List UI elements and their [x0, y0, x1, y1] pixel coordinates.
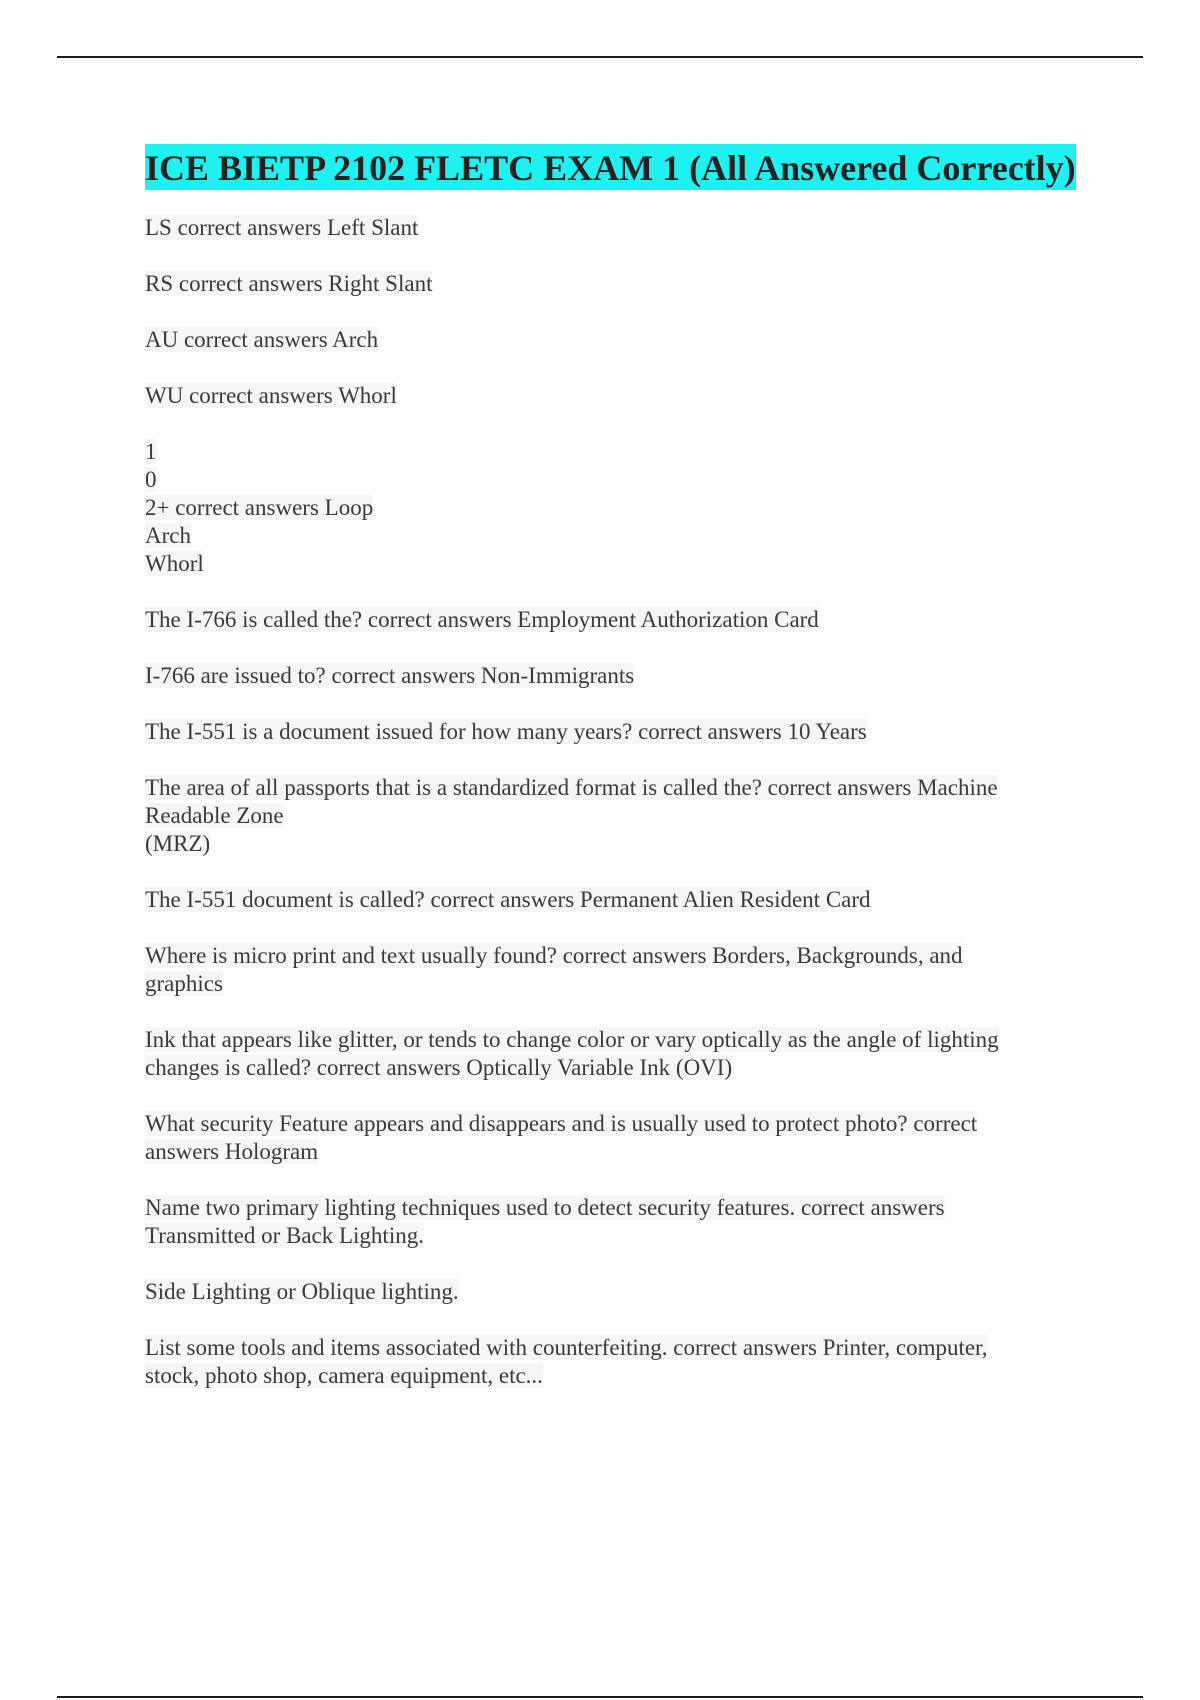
top-rule — [57, 56, 1143, 58]
qa-text: Name two primary lighting techniques used to detect security features. correct answers — [145, 1195, 945, 1220]
qa-text: LS correct answers Left Slant — [145, 215, 419, 240]
qa-text: Where is micro print and text usually found? correct answers Borders, Backgrounds, and — [145, 943, 963, 968]
qa-entry — [145, 214, 1075, 242]
qa-entry — [145, 886, 1075, 914]
qa-line — [145, 802, 1075, 830]
qa-line — [145, 214, 1075, 242]
qa-line — [145, 550, 1075, 578]
qa-line — [145, 1194, 1075, 1222]
qa-entry — [145, 438, 1075, 578]
qa-line — [145, 382, 1075, 410]
qa-text: 0 — [145, 467, 157, 492]
qa-entry — [145, 1334, 1075, 1390]
qa-text: I-766 are issued to? correct answers Non-Immigrants — [145, 663, 635, 688]
qa-entry — [145, 606, 1075, 634]
qa-line — [145, 886, 1075, 914]
qa-text: 2+ correct answers Loop — [145, 495, 374, 520]
qa-entry — [145, 1278, 1075, 1306]
qa-text: The I-551 document is called? correct answers Permanent Alien Resident Card — [145, 887, 871, 912]
document-title: ICE BIETP 2102 FLETC EXAM 1 (All Answered Correctly) — [145, 144, 1076, 190]
qa-entry — [145, 662, 1075, 690]
document-body — [145, 144, 1075, 1418]
qa-line — [145, 1054, 1075, 1082]
qa-text: Readable Zone — [145, 803, 284, 828]
qa-line — [145, 522, 1075, 550]
qa-line — [145, 1334, 1075, 1362]
qa-text: The I-551 is a document issued for how many years? correct answers 10 Years — [145, 719, 867, 744]
qa-text: WU correct answers Whorl — [145, 383, 397, 408]
qa-text: graphics — [145, 971, 223, 996]
qa-list — [145, 214, 1075, 1390]
qa-entry — [145, 1026, 1075, 1082]
qa-entry — [145, 1194, 1075, 1250]
qa-line — [145, 606, 1075, 634]
qa-entry — [145, 1110, 1075, 1166]
bottom-rule — [57, 1696, 1143, 1698]
qa-line — [145, 830, 1075, 858]
qa-entry — [145, 942, 1075, 998]
qa-line — [145, 1362, 1075, 1390]
qa-text: stock, photo shop, camera equipment, etc... — [145, 1363, 543, 1388]
qa-text: changes is called? correct answers Optically Variable Ink (OVI) — [145, 1055, 733, 1080]
qa-line — [145, 718, 1075, 746]
qa-entry — [145, 382, 1075, 410]
qa-text: 1 — [145, 439, 157, 464]
qa-entry — [145, 718, 1075, 746]
qa-line — [145, 494, 1075, 522]
qa-text: List some tools and items associated with counterfeiting. correct answers Printer, computer, — [145, 1335, 988, 1360]
qa-text: Whorl — [145, 551, 204, 576]
qa-line — [145, 466, 1075, 494]
qa-entry — [145, 774, 1075, 858]
qa-line — [145, 1138, 1075, 1166]
qa-line — [145, 326, 1075, 354]
qa-text: Transmitted or Back Lighting. — [145, 1223, 424, 1248]
qa-text: AU correct answers Arch — [145, 327, 379, 352]
qa-line — [145, 1026, 1075, 1054]
qa-text: (MRZ) — [145, 831, 211, 856]
qa-line — [145, 1110, 1075, 1138]
qa-text: The area of all passports that is a standardized format is called the? correct answers Machine — [145, 775, 998, 800]
qa-line — [145, 1222, 1075, 1250]
qa-text: The I-766 is called the? correct answers Employment Authorization Card — [145, 607, 819, 632]
qa-line — [145, 1278, 1075, 1306]
qa-text: RS correct answers Right Slant — [145, 271, 433, 296]
qa-text: Arch — [145, 523, 191, 548]
qa-line — [145, 438, 1075, 466]
qa-entry — [145, 326, 1075, 354]
qa-line — [145, 662, 1075, 690]
qa-text: Side Lighting or Oblique lighting. — [145, 1279, 459, 1304]
qa-line — [145, 774, 1075, 802]
qa-text: Ink that appears like glitter, or tends to change color or vary optically as the angle of lighting — [145, 1027, 999, 1052]
qa-text: answers Hologram — [145, 1139, 319, 1164]
qa-line — [145, 970, 1075, 998]
qa-entry — [145, 270, 1075, 298]
qa-line — [145, 942, 1075, 970]
qa-line — [145, 270, 1075, 298]
qa-text: What security Feature appears and disappears and is usually used to protect photo? correct — [145, 1111, 978, 1136]
